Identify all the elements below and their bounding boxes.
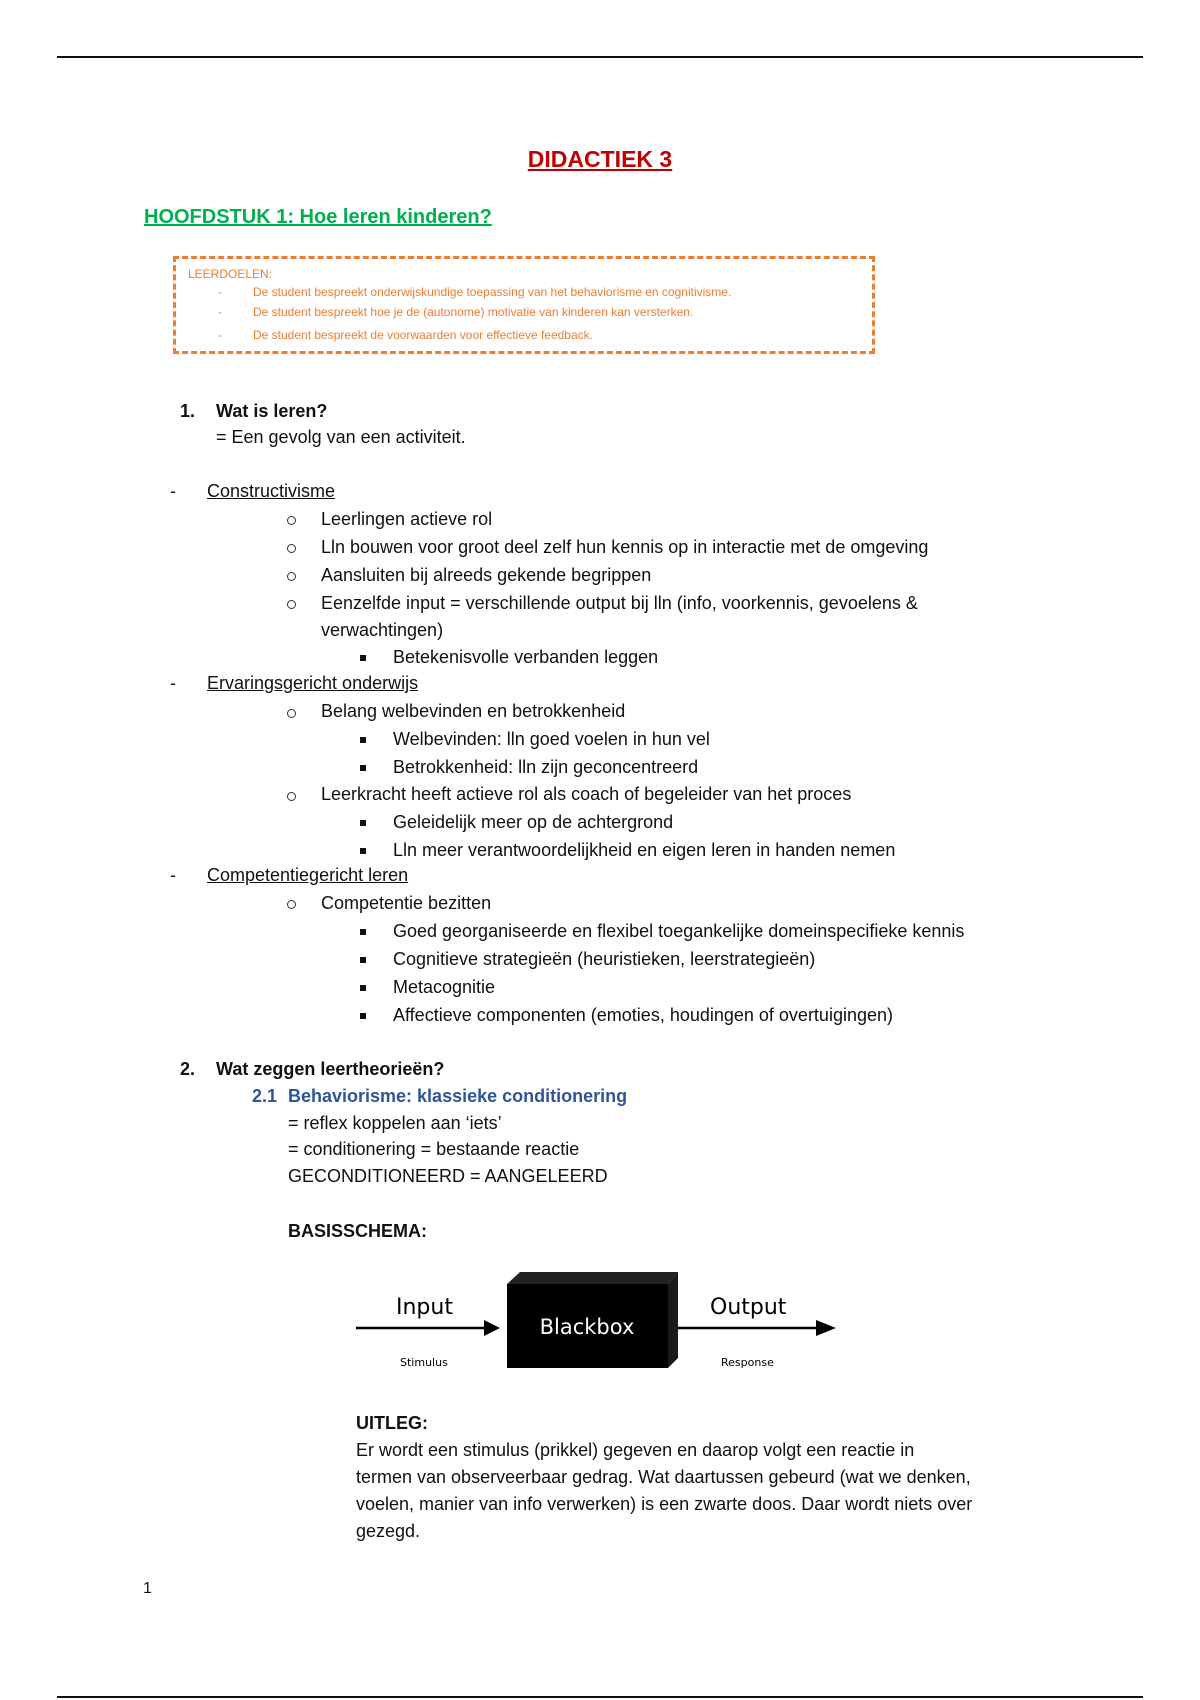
goal-item: De student bespreekt hoe je de (autonome) motivatie van kinderen kan versterken.: [253, 305, 694, 319]
square-bullet-icon: [360, 765, 366, 771]
square-bullet-icon: [360, 1013, 366, 1019]
list-item: Lln bouwen voor groot deel zelf hun kennis op in interactie met de omgeving: [321, 537, 929, 557]
section-heading: Wat is leren?: [216, 401, 328, 421]
topic-constructivisme: Constructivisme: [207, 481, 336, 501]
goal-dash: -: [218, 305, 222, 319]
blackbox-top-face: [507, 1272, 678, 1284]
goal-dash: -: [218, 285, 222, 299]
list-item: Eenzelfde input = verschillende output bij lln (info, voorkennis, gevoelens &: [321, 593, 918, 613]
text-line: GECONDITIONEERD = AANGELEERD: [288, 1166, 608, 1186]
list-item: Competentie bezitten: [321, 893, 492, 913]
document-title: DIDACTIEK 3: [527, 146, 673, 172]
list-item: Belang welbevinden en betrokkenheid: [321, 701, 626, 721]
uitleg-line: gezegd.: [356, 1521, 421, 1541]
section-number: 1.: [180, 401, 196, 421]
sub-list-item: Affectieve componenten (emoties, houdingen of overtuigingen): [393, 1005, 893, 1025]
uitleg-line: voelen, manier van info verwerken) is een zwarte doos. Daar wordt niets over: [356, 1494, 973, 1514]
square-bullet-icon: [360, 848, 366, 854]
subsection-heading: Behaviorisme: klassieke conditionering: [288, 1086, 628, 1106]
circle-bullet-icon: [287, 709, 296, 718]
uitleg-label: UITLEG:: [356, 1413, 428, 1433]
sub-list-item: Welbevinden: lln goed voelen in hun vel: [393, 729, 710, 749]
subsection-number: 2.1: [252, 1086, 278, 1106]
learning-goals-heading: LEERDOELEN:: [188, 267, 273, 281]
sub-list-item: Cognitieve strategieën (heuristieken, leerstrategieën): [393, 949, 816, 969]
circle-bullet-icon: [287, 572, 296, 581]
list-item: Leerlingen actieve rol: [321, 509, 493, 529]
goal-item: De student bespreekt onderwijskundige toepassing van het behaviorisme en cognitivisme.: [253, 285, 732, 299]
page-number: 1: [143, 1580, 152, 1597]
uitleg-line: Er wordt een stimulus (prikkel) gegeven en daarop volgt een reactie in: [356, 1440, 915, 1460]
sub-list-item: Metacognitie: [393, 977, 496, 997]
circle-bullet-icon: [287, 792, 296, 801]
diagram-input-label: Input: [396, 1295, 453, 1320]
diagram-box-label: Blackbox: [539, 1315, 635, 1339]
circle-bullet-icon: [287, 900, 296, 909]
section-definition: = Een gevolg van een activiteit.: [216, 427, 466, 447]
diagram-stimulus-label: Stimulus: [400, 1356, 448, 1369]
circle-bullet-icon: [287, 544, 296, 553]
goal-item: De student bespreekt de voorwaarden voor effectieve feedback.: [253, 328, 593, 342]
topic-dash: -: [170, 673, 176, 693]
sub-list-item: Betrokkenheid: lln zijn geconcentreerd: [393, 757, 699, 777]
section-number: 2.: [180, 1059, 196, 1079]
sub-list-item: Lln meer verantwoordelijkheid en eigen leren in handen nemen: [393, 840, 896, 860]
square-bullet-icon: [360, 957, 366, 963]
list-item-continuation: verwachtingen): [321, 620, 444, 640]
sub-list-item: Goed georganiseerde en flexibel toegankelijke domeinspecifieke kennis: [393, 921, 965, 941]
topic-competentiegericht: Competentiegericht leren: [207, 865, 409, 885]
uitleg-line: termen van observeerbaar gedrag. Wat daartussen gebeurd (wat we denken,: [356, 1467, 971, 1487]
diagram-response-label: Response: [721, 1356, 774, 1369]
square-bullet-icon: [360, 820, 366, 826]
topic-ervaringsgericht: Ervaringsgericht onderwijs: [207, 673, 419, 693]
circle-bullet-icon: [287, 600, 296, 609]
top-rule: [57, 56, 1143, 58]
square-bullet-icon: [360, 737, 366, 743]
bottom-rule: [57, 1696, 1143, 1698]
topic-dash: -: [170, 481, 176, 501]
circle-bullet-icon: [287, 516, 296, 525]
schema-label: BASISSCHEMA:: [288, 1221, 428, 1241]
section-heading: Wat zeggen leertheorieën?: [216, 1059, 445, 1079]
square-bullet-icon: [360, 929, 366, 935]
input-arrowhead-icon: [484, 1320, 500, 1336]
list-item: Aansluiten bij alreeds gekende begrippen: [321, 565, 652, 585]
topic-dash: -: [170, 865, 176, 885]
sub-list-item: Geleidelijk meer op de achtergrond: [393, 812, 674, 832]
text-line: = reflex koppelen aan ‘iets’: [288, 1113, 502, 1133]
blackbox-diagram: [352, 1260, 848, 1380]
list-item: Leerkracht heeft actieve rol als coach of begeleider van het proces: [321, 784, 852, 804]
goal-dash: -: [218, 328, 222, 342]
output-arrowhead-icon: [816, 1320, 836, 1336]
chapter-heading: HOOFDSTUK 1: Hoe leren kinderen?: [144, 206, 492, 228]
diagram-output-label: Output: [710, 1295, 787, 1320]
sub-list-item: Betekenisvolle verbanden leggen: [393, 647, 659, 667]
text-line: = conditionering = bestaande reactie: [288, 1139, 580, 1159]
blackbox-side-face: [668, 1272, 678, 1368]
square-bullet-icon: [360, 655, 366, 661]
square-bullet-icon: [360, 985, 366, 991]
